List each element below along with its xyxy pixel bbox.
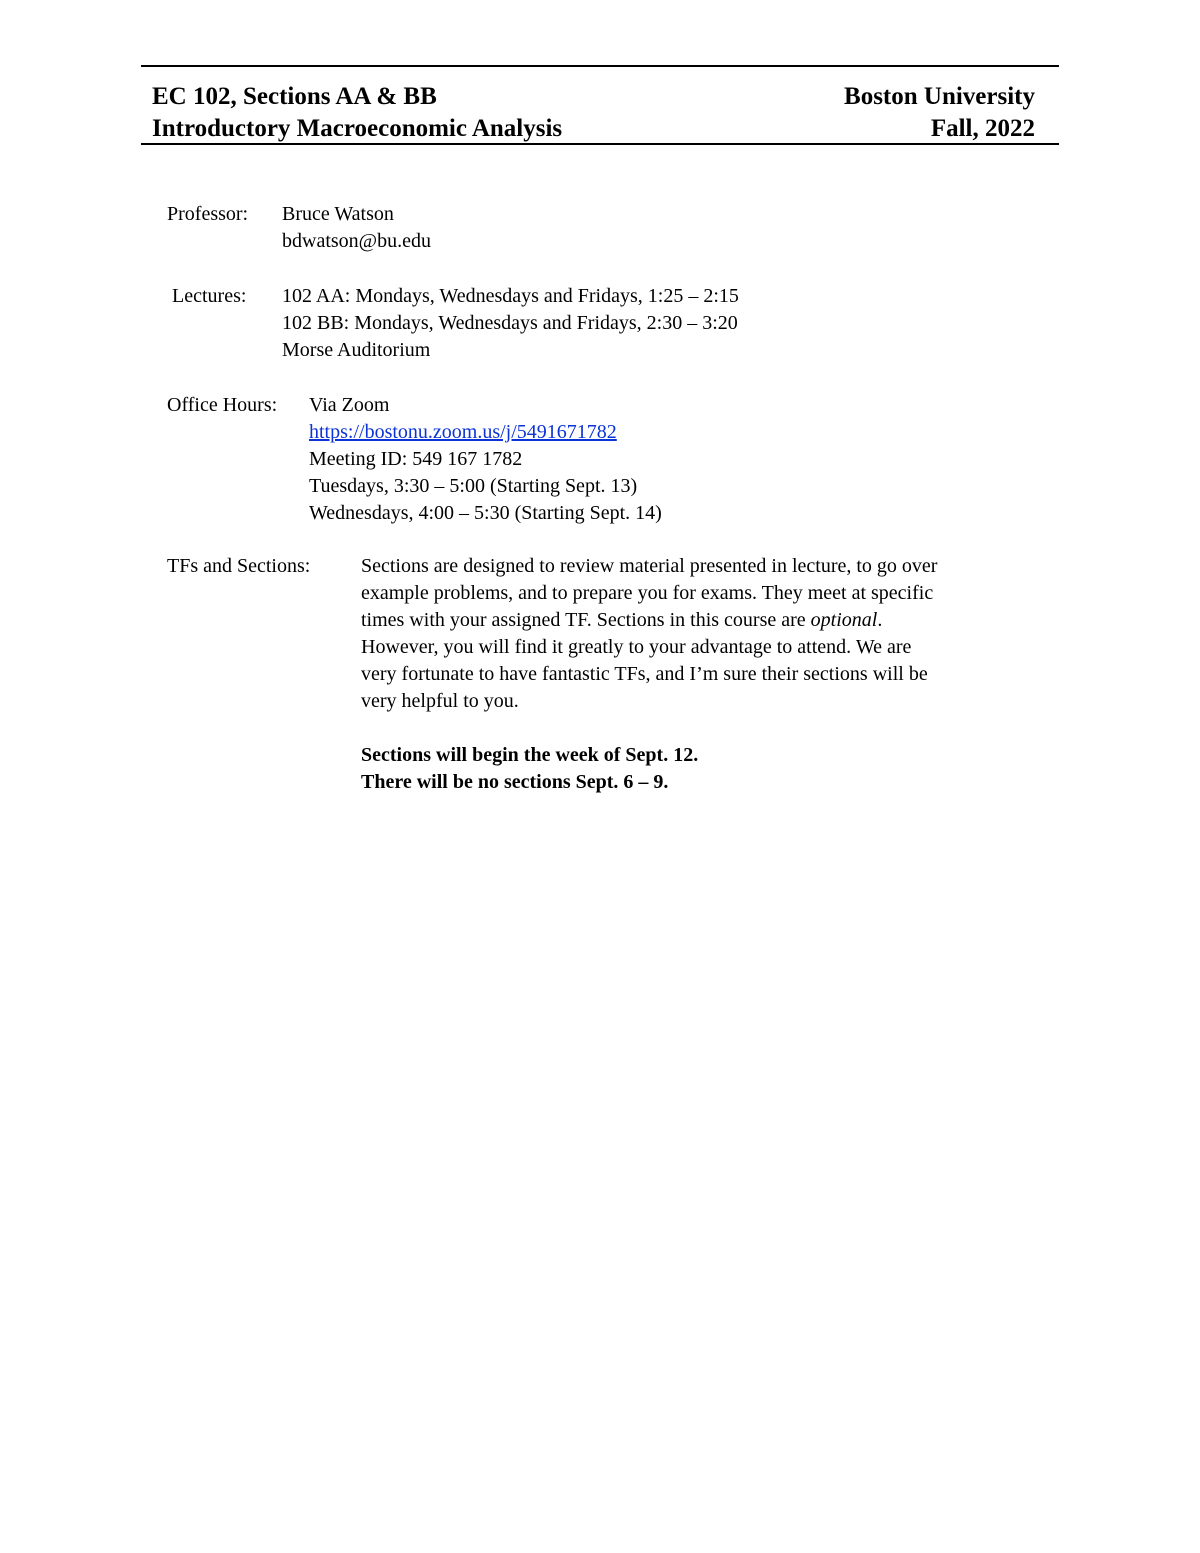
header-top-rule (141, 65, 1059, 67)
sections-notes (361, 742, 698, 796)
tfs-sections-label: TFs and Sections: (167, 555, 311, 577)
header-bottom-rule (141, 143, 1059, 145)
paragraph-text: times with your assigned TF. Sections in this course are (361, 609, 811, 631)
lecture-section-bb: 102 BB: Mondays, Wednesdays and Fridays, 2:30 – 3:20 (282, 312, 738, 334)
optional-emphasis: optional (810, 609, 878, 631)
professor-email: bdwatson@bu.edu (282, 230, 431, 252)
professor-name: Bruce Watson (282, 203, 394, 225)
lectures-info (282, 283, 739, 364)
header-right (844, 81, 1035, 145)
lectures-label: Lectures: (172, 285, 247, 307)
university-name: Boston University (844, 83, 1035, 110)
office-hours-label: Office Hours: (167, 394, 278, 416)
professor-label: Professor: (167, 203, 249, 225)
course-code: EC 102, Sections AA & BB (152, 83, 437, 110)
lecture-location: Morse Auditorium (282, 339, 431, 361)
paragraph-line: very fortunate to have fantastic TFs, and I’m sure their sections will be (361, 663, 928, 685)
paragraph-line: example problems, and to prepare you for exams. They meet at specific (361, 582, 934, 604)
office-hours-mode: Via Zoom (309, 394, 390, 416)
lecture-section-aa: 102 AA: Mondays, Wednesdays and Fridays, 1:25 – 2:15 (282, 285, 739, 307)
office-hours-tuesday: Tuesdays, 3:30 – 5:00 (Starting Sept. 13) (309, 475, 638, 497)
office-hours-wednesday: Wednesdays, 4:00 – 5:30 (Starting Sept. 14) (309, 502, 662, 524)
sections-begin-note: Sections will begin the week of Sept. 12. (361, 744, 699, 766)
paragraph-line: However, you will find it greatly to your advantage to attend. We are (361, 636, 912, 658)
tfs-sections-paragraph (361, 553, 1061, 715)
no-sections-note: There will be no sections Sept. 6 – 9. (361, 771, 669, 793)
office-hours-info (309, 392, 662, 527)
meeting-id: Meeting ID: 549 167 1782 (309, 448, 523, 470)
header-left (152, 81, 562, 145)
paragraph-text: . (877, 609, 883, 631)
paragraph-line: very helpful to you. (361, 690, 519, 712)
zoom-link[interactable]: https://bostonu.zoom.us/j/5491671782 (309, 421, 617, 443)
paragraph-line (361, 607, 1061, 634)
term: Fall, 2022 (930, 115, 1035, 142)
professor-info (282, 201, 431, 255)
course-title: Introductory Macroeconomic Analysis (152, 115, 563, 142)
paragraph-line: Sections are designed to review material presented in lecture, to go over (361, 555, 938, 577)
